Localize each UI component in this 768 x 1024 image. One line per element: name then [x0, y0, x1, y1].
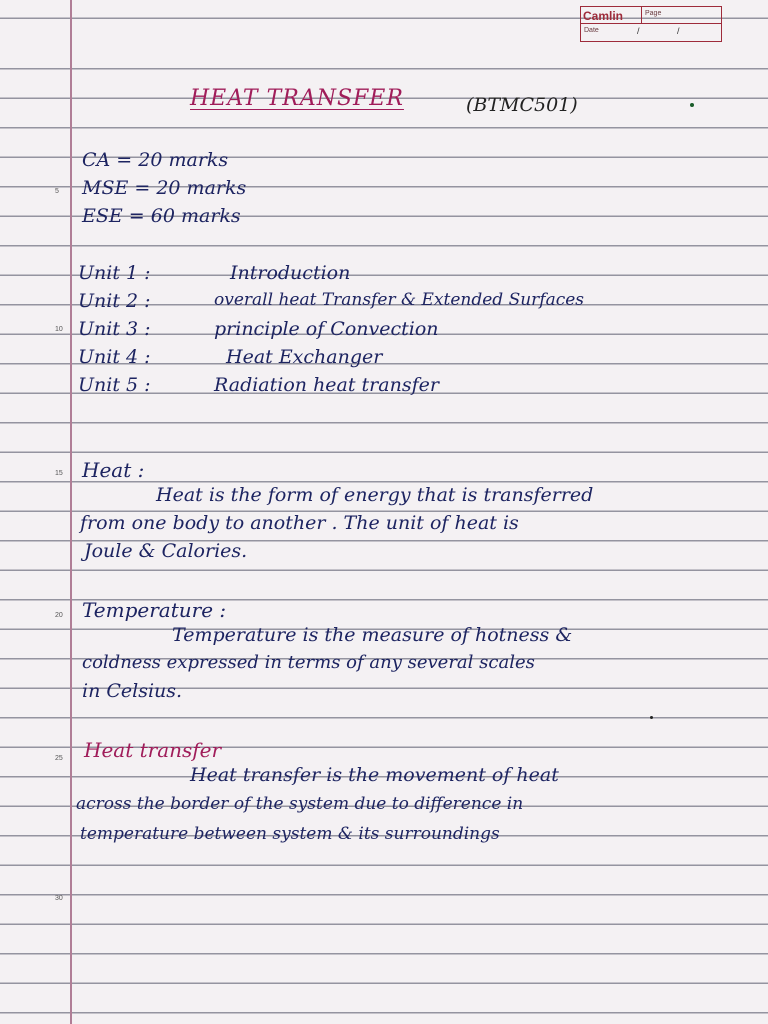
unit-topic: Radiation heat transfer	[214, 374, 439, 396]
section-heading: Heat :	[82, 458, 145, 482]
unit-topic: overall heat Transfer & Extended Surfaces	[214, 290, 585, 310]
section-line: Heat transfer is the movement of heat	[190, 764, 559, 786]
section-heading: Heat transfer	[84, 738, 222, 762]
unit-label: Unit 3 :	[78, 318, 151, 340]
section-line: Heat is the form of energy that is transferred	[156, 484, 594, 506]
page-title: HEAT TRANSFER	[190, 86, 404, 111]
line-number: 15	[55, 470, 63, 477]
section-line: temperature between system & its surroundings	[80, 824, 500, 844]
marks-line: CA = 20 marks	[82, 149, 229, 171]
line-number: 30	[55, 895, 63, 902]
section-line: Joule & Calories.	[84, 540, 248, 562]
line-number: 10	[55, 326, 63, 333]
unit-label: Unit 2 :	[78, 290, 151, 312]
section-line: Temperature is the measure of hotness &	[172, 624, 573, 646]
section-line: from one body to another . The unit of heat is	[80, 512, 519, 534]
page-header-box	[580, 6, 722, 42]
unit-topic: Heat Exchanger	[226, 346, 383, 368]
line-number: 20	[55, 612, 63, 619]
date-separator: /	[677, 26, 680, 36]
date-separator: /	[637, 26, 640, 36]
page-label: Page	[645, 10, 662, 17]
unit-label: Unit 1 :	[78, 262, 151, 284]
ink-dot	[690, 103, 694, 107]
section-heading: Temperature :	[82, 598, 227, 622]
section-line: in Celsius.	[82, 680, 183, 702]
line-number: 25	[55, 755, 63, 762]
unit-label: Unit 5 :	[78, 374, 151, 396]
course-code: (BTMC501)	[466, 94, 578, 116]
brand-logo: Camlin	[583, 9, 624, 23]
header-divider	[641, 7, 642, 23]
line-number: 5	[55, 188, 59, 195]
date-label: Date	[584, 27, 599, 34]
header-divider	[581, 23, 721, 24]
unit-topic: principle of Convection	[214, 318, 439, 340]
margin-line	[70, 0, 72, 1024]
unit-label: Unit 4 :	[78, 346, 151, 368]
section-line: across the border of the system due to difference in	[76, 794, 524, 814]
marks-line: MSE = 20 marks	[82, 177, 247, 199]
unit-topic: Introduction	[230, 262, 351, 284]
ink-dot	[650, 716, 653, 719]
marks-line: ESE = 60 marks	[82, 205, 241, 227]
section-line: coldness expressed in terms of any several scales	[82, 652, 535, 673]
